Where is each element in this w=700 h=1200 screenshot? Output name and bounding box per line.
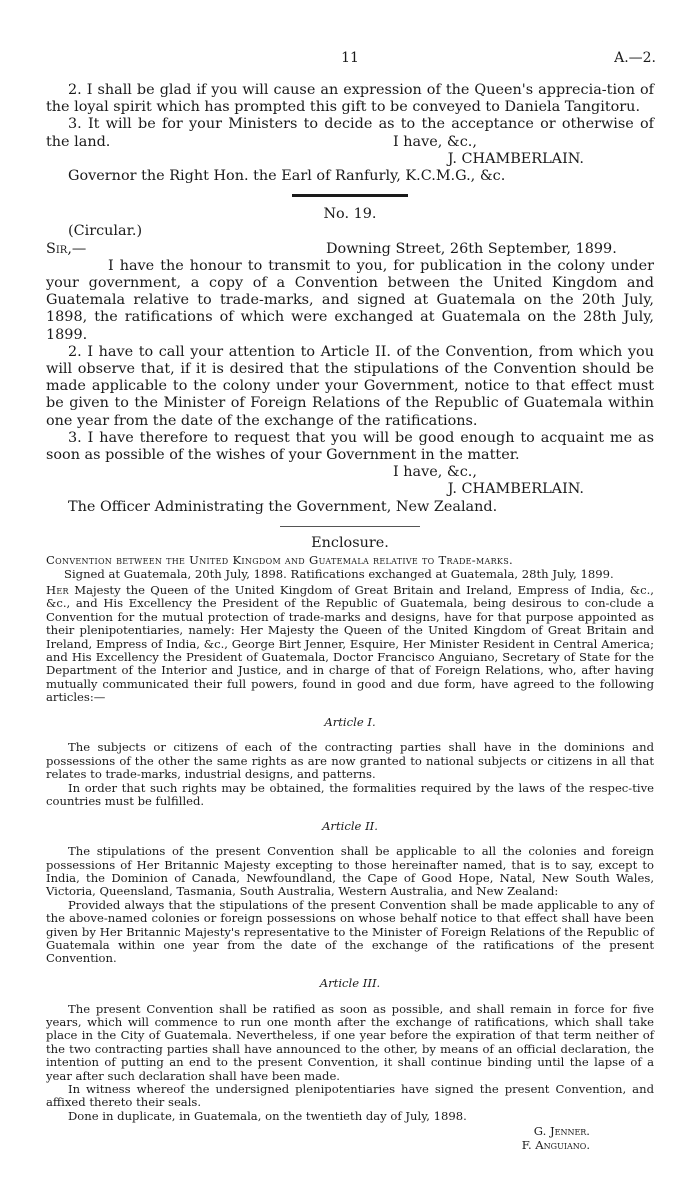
document-reference: A.—2. xyxy=(614,50,656,66)
page-header xyxy=(0,50,700,74)
paragraph: Done in duplicate, in Guatemala, on the twentieth day of July, 1898. xyxy=(68,1108,467,1123)
convention-title: Convention between the United Kingdom and Guatemala relative to Trade-marks. xyxy=(46,553,513,568)
signatory: F. Anguiano. xyxy=(521,1137,590,1152)
page-number: 11 xyxy=(341,50,359,66)
article-heading: Article III. xyxy=(319,976,381,991)
enclosure-heading: Enclosure. xyxy=(311,534,389,551)
paragraph: I have the honour to transmit to you, for publication in the colony under your government, a copy of a Convention between the United Kingdom and Guatemala relative to trade-marks, and signed at Guatemala on the 20th July, 1898, the ratifications of which were exchanged at Guatemala on the 28th July, 1899. xyxy=(46,257,654,343)
letter-number: No. 19. xyxy=(323,206,377,223)
paragraph: 2. I shall be glad if you will cause an expression of the Queen's apprecia-tion of the loyal spirit which has prompted this gift to be conveyed to Daniela Tangitoru. xyxy=(46,82,654,116)
signature: J. CHAMBERLAIN. xyxy=(447,150,584,167)
signoff: I have, &c., xyxy=(393,133,477,150)
paragraph: Provided always that the stipulations of the present Convention shall be made applicable to any of the above-named colonies or foreign possessions on whose behalf notice to that effect shall have been given by Her Britannic Majesty's representative to the Minister of Foreign Relations of the Republic of Guatemala within one year from the date of the exchange of the ratifications of the present Convention. xyxy=(46,897,654,966)
document-page xyxy=(46,82,654,1152)
circular-label: (Circular.) xyxy=(68,223,143,240)
salutation: Sir,— xyxy=(46,240,87,257)
addressee: The Officer Administrating the Government, New Zealand. xyxy=(68,498,498,515)
preamble-text: Majesty the Queen of the United Kingdom of Great Britain and Ireland, Empress of India, &c., &c., and His Excellency the President of the Republic of Guatemala, being desirous to con-clude a Convention for the mutual protection of trade-marks and designs, have for that purpose appointed as their plenipotentiaries, namely: Her Majesty the Queen of the United Kingdom of Great Britain and Ireland, Empress of India, &c., George Birt Jenner, Esquire, Her Minister Resident in Central America; and His Excellency the President of Guatemala, Doctor Francisco Anguiano, Secretary of State for the Department of the Interior and Justice, and in charge of that of Foreign Relations, who, after having mutually communicated their full powers, found in good and due form, have agreed to the following articles:— xyxy=(46,582,654,705)
article-heading: Article II. xyxy=(322,818,378,833)
paragraph: The subjects or citizens of each of the contracting parties shall have in the dominions and possessions of the other the same rights as are now granted to national subjects or citizens in all that relates to trade-marks, industrial designs, and patterns. xyxy=(46,740,654,782)
addressee: Governor the Right Hon. the Earl of Ranfurly, K.C.M.G., &c. xyxy=(68,168,506,185)
previous-letter-end xyxy=(46,82,654,185)
paragraph: 3. I have therefore to request that you will be good enough to acquaint me as soon as possible of the wishes of your Government in the matter. xyxy=(46,429,654,464)
paragraph: In order that such rights may be obtained, the formalities required by the laws of the respec-tive countries must be fulfilled. xyxy=(46,780,654,808)
section-divider xyxy=(292,194,408,197)
signature: J. CHAMBERLAIN. xyxy=(447,481,584,498)
section-divider xyxy=(280,526,420,527)
preamble-lead: Her xyxy=(46,582,69,597)
enclosure xyxy=(46,535,654,1153)
paragraph: 2. I have to call your attention to Article II. of the Convention, from which you will observe that, if it is desired that the stipulations of the Convention should be made applicable to the colony under your Government, notice to that effect must be given to the Minister of Foreign Relations of the Republic of Guatemala within one year from the date of the exchange of the ratifications. xyxy=(46,343,654,429)
signatory: G. Jenner. xyxy=(533,1124,590,1139)
paragraph: 3. It will be for your Ministers to decide as to the acceptance or otherwise of the land. xyxy=(46,116,654,150)
signoff: I have, &c., xyxy=(393,464,477,481)
letter-19 xyxy=(46,206,654,516)
salutation-row xyxy=(46,241,654,258)
article-heading: Article I. xyxy=(324,715,376,730)
convention-subtitle: Signed at Guatemala, 20th July, 1898. Ratifications exchanged at Guatemala, 28th July, 1899. xyxy=(64,566,614,581)
paragraph: The stipulations of the present Convention shall be applicable to all the colonies and foreign possessions of Her Britannic Majesty excepting to those hereinafter named, that is to say, except to India, the Dominion of Canada, Newfoundland, the Cape of Good Hope, Natal, New South Wales, Victoria, Queensland, Tasmania, South Australia, Western Australia, and New Zealand: xyxy=(46,844,654,899)
paragraph: The present Convention shall be ratified as soon as possible, and shall remain in force for five years, which will commence to run one month after the exchange of ratifications, which shall take place in the City of Guatemala. Nevertheless, if one year before the expiration of that term neither of the two contracting parties shall have announced to the other, by means of an official declaration, the intention of putting an end to the present Convention, it shall continue binding until the lapse of a year after such declaration shall have been made. xyxy=(46,1001,654,1083)
place-date: Downing Street, 26th September, 1899. xyxy=(326,240,617,257)
preamble xyxy=(46,584,654,705)
paragraph: In witness whereof the undersigned plenipotentiaries have signed the present Convention, and affixed thereto their seals. xyxy=(46,1082,654,1110)
